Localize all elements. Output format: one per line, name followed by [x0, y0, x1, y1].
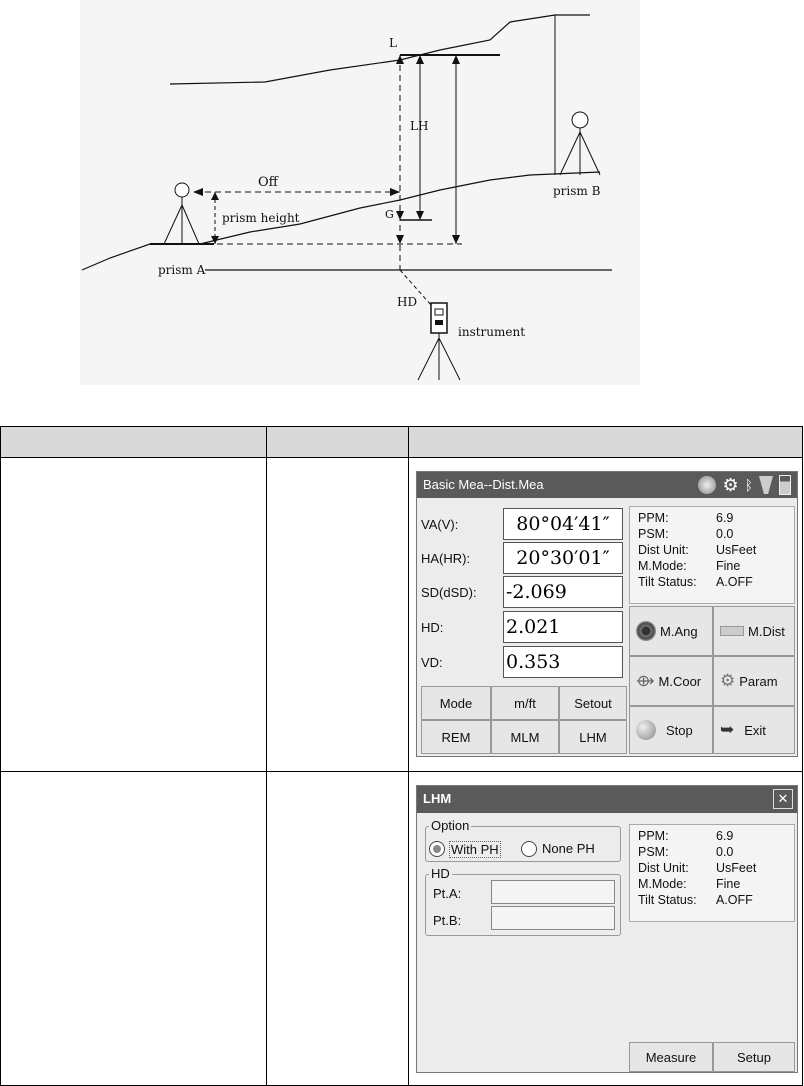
screen2-titlebar: [417, 786, 797, 813]
hd-label: HD:: [421, 620, 444, 635]
info-key: PSM:: [638, 845, 669, 859]
none-ph-radio[interactable]: [521, 841, 537, 857]
with-ph-label[interactable]: With PH: [451, 842, 499, 857]
screen1-info-panel: [629, 506, 795, 604]
with-ph-radio[interactable]: [429, 841, 445, 857]
info-key: Dist Unit:: [638, 543, 689, 557]
info-key: Tilt Status:: [638, 575, 697, 589]
dist-measure-screen: [416, 471, 798, 757]
pt-a-input[interactable]: [491, 880, 615, 904]
info-value: Fine: [716, 877, 741, 891]
info-key: M.Mode:: [638, 877, 687, 891]
param-label: Param: [739, 673, 778, 689]
mode-button[interactable]: Mode: [421, 686, 491, 720]
info-key: PPM:: [638, 511, 669, 525]
screen1-titlebar: [417, 472, 797, 498]
info-value: UsFeet: [716, 861, 757, 875]
gears-icon: ⚙: [720, 671, 736, 690]
ha-value: 20°30′01″: [503, 542, 623, 574]
sd-label: SD(dSD):: [421, 585, 477, 600]
close-icon[interactable]: ✕: [773, 789, 793, 809]
measure-button[interactable]: Measure: [629, 1042, 713, 1072]
m-coor-label: M.Coor: [658, 673, 702, 689]
param-button[interactable]: [713, 656, 795, 706]
lower-slope: [82, 172, 600, 270]
m-dist-button[interactable]: [713, 606, 795, 656]
ha-label: HA(HR):: [421, 551, 471, 566]
laser-icon: [759, 476, 773, 494]
instrument-icon: [418, 303, 460, 380]
none-ph-label[interactable]: None PH: [542, 841, 595, 856]
m-coor-button[interactable]: [629, 656, 713, 706]
ruler-icon: [720, 626, 744, 636]
bluetooth-icon: ᛒ: [744, 477, 753, 493]
info-key: Tilt Status:: [638, 893, 697, 907]
info-value: 0.0: [716, 845, 734, 859]
hd-group-label: HD: [431, 866, 450, 881]
gear-icon[interactable]: ⚙: [722, 475, 739, 495]
info-value: A.OFF: [716, 575, 753, 589]
info-value: Fine: [716, 559, 741, 573]
option-label: Option: [431, 818, 470, 833]
screen2-title: LHM: [423, 791, 452, 806]
label-l: L: [389, 36, 397, 50]
stop-label: Stop: [666, 722, 693, 738]
prism-b-tripod: [560, 112, 600, 175]
upper-slope: [170, 15, 590, 84]
m-ang-label: M.Ang: [660, 623, 698, 639]
label-g: G: [385, 208, 394, 221]
m-dist-label: M.Dist: [748, 623, 785, 639]
battery-icon: [779, 475, 791, 495]
pt-b-label: Pt.B:: [433, 913, 462, 928]
va-value: 80°04′41″: [503, 508, 623, 540]
prism-a-tripod: [150, 183, 214, 244]
rem-button[interactable]: REM: [421, 720, 491, 754]
label-prism-a: prism A: [158, 263, 206, 277]
label-hd: HD: [397, 295, 418, 309]
info-value: 6.9: [716, 829, 734, 843]
setout-button[interactable]: Setout: [559, 686, 627, 720]
label-instrument: instrument: [458, 325, 526, 339]
target-icon: [636, 621, 656, 641]
lhm-diagram: [80, 0, 640, 385]
exit-button[interactable]: [713, 706, 795, 754]
stop-button[interactable]: [629, 706, 713, 754]
info-key: M.Mode:: [638, 559, 687, 573]
vd-label: VD:: [421, 655, 443, 670]
pt-b-input[interactable]: [491, 906, 615, 930]
info-key: PSM:: [638, 527, 669, 541]
exit-door-icon: ➥: [720, 720, 735, 739]
label-lh: LH: [410, 119, 429, 133]
setup-button[interactable]: Setup: [713, 1042, 795, 1072]
info-value: A.OFF: [716, 893, 753, 907]
screen2-info-panel: [629, 824, 795, 922]
signal-icon: [698, 476, 716, 494]
m-ang-button[interactable]: [629, 606, 713, 656]
info-value: UsFeet: [716, 543, 757, 557]
label-prism-b: prism B: [553, 184, 601, 198]
coordinate-icon: ⟴: [636, 673, 655, 690]
info-value: 6.9: [716, 511, 734, 525]
lhm-button[interactable]: LHM: [559, 720, 627, 754]
exit-label: Exit: [744, 722, 766, 738]
lhm-screen: [416, 785, 798, 1073]
mft-button[interactable]: m/ft: [491, 686, 559, 720]
vd-value: 0.353: [503, 646, 623, 678]
hd-value: 2.021: [503, 611, 623, 643]
mlm-button[interactable]: MLM: [491, 720, 559, 754]
sd-value: -2.069: [503, 576, 623, 608]
screen1-title: Basic Mea--Dist.Mea: [423, 477, 544, 492]
info-key: Dist Unit:: [638, 861, 689, 875]
va-label: VA(V):: [421, 517, 459, 532]
info-key: PPM:: [638, 829, 669, 843]
info-value: 0.0: [716, 527, 734, 541]
label-prism-height: prism height: [222, 211, 300, 225]
label-off: Off: [258, 175, 278, 190]
table-header: [0, 426, 803, 458]
stop-icon: [636, 720, 656, 740]
pt-a-label: Pt.A:: [433, 886, 462, 901]
